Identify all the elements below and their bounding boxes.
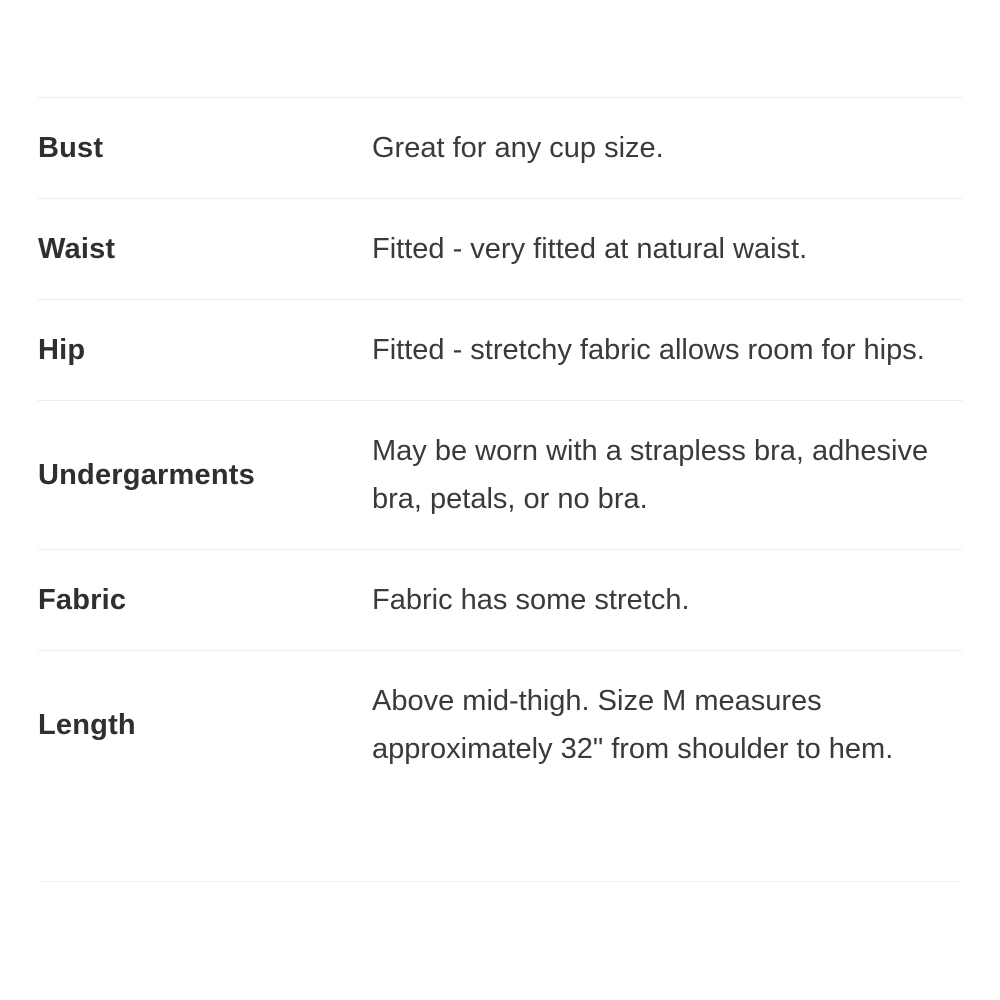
section-divider [38, 881, 962, 882]
spec-label-hip: Hip [38, 334, 86, 366]
spec-row-length [38, 650, 962, 799]
spec-label-fabric: Fabric [38, 584, 127, 616]
spec-label-length: Length [38, 709, 136, 741]
spec-value-fabric: Fabric has some stretch. [372, 584, 690, 616]
spec-row-fabric [38, 549, 962, 650]
spec-value-waist: Fitted - very fitted at natural waist. [372, 233, 808, 265]
spec-label-undergarments: Undergarments [38, 459, 255, 491]
spec-value-hip: Fitted - stretchy fabric allows room for hips. [372, 334, 925, 366]
spec-label-bust: Bust [38, 132, 104, 164]
fit-details-table [38, 97, 962, 799]
spec-row-undergarments [38, 400, 962, 549]
spec-value-undergarments: May be worn with a strapless bra, adhesive bra, petals, or no bra. [372, 435, 929, 515]
spec-value-bust: Great for any cup size. [372, 132, 664, 164]
spec-row-bust [38, 97, 962, 198]
spec-row-hip [38, 299, 962, 400]
spec-row-waist [38, 198, 962, 299]
spec-value-length: Above mid-thigh. Size M measures approximately 32" from shoulder to hem. [372, 685, 894, 765]
spec-label-waist: Waist [38, 233, 116, 265]
